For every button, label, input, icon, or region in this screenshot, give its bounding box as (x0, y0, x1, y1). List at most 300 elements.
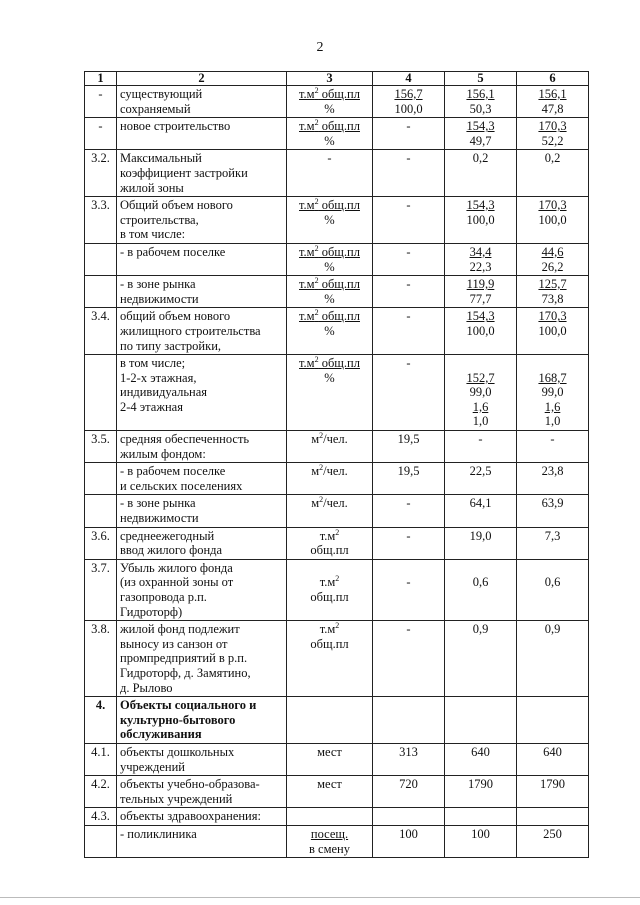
row-number-cell (85, 243, 117, 275)
unit-of-measure-line: % (324, 323, 335, 338)
value-stage-1-line: 154,3 (466, 309, 495, 324)
value-stage-1-line: 0,9 (472, 622, 489, 637)
unit-of-measure-cell (287, 808, 373, 826)
indicator-name-line: Общий объем нового (120, 198, 233, 213)
unit-of-measure-line: общ.пл (310, 636, 349, 651)
value-stage-2-line: 7,3 (544, 528, 561, 543)
value-stage-2-cell (517, 743, 589, 775)
value-stage-1-cell (445, 527, 517, 559)
value-stage-1-line: 100,0 (466, 323, 495, 338)
header-cell: 1 (85, 72, 117, 86)
value-stage-1-line: 154,3 (466, 119, 495, 134)
unit-of-measure-cell (287, 308, 373, 355)
indicator-name-line: (из охранной зоны от (120, 575, 234, 590)
indicator-name-line: коэффициент застройки (120, 165, 248, 180)
indicator-name-cell (117, 276, 287, 308)
value-stage-1-line: 1,6 (472, 399, 489, 414)
value-stage-2-cell (517, 463, 589, 495)
value-existing-line: - (406, 496, 411, 511)
table-row (85, 118, 589, 150)
value-stage-2-line: 168,7 (538, 370, 567, 385)
value-stage-2-line: 73,8 (541, 291, 564, 306)
indicator-name-cell (117, 743, 287, 775)
value-stage-1-cell (445, 118, 517, 150)
value-stage-1-line: 640 (471, 744, 490, 759)
value-existing-cell (373, 118, 445, 150)
value-existing-line: - (406, 277, 411, 292)
indicator-name-line: жилой фонд подлежит (120, 622, 240, 637)
indicator-name-cell (117, 197, 287, 244)
value-stage-2-cell (517, 197, 589, 244)
row-number-cell (85, 559, 117, 620)
unit-of-measure-cell (287, 776, 373, 808)
unit-of-measure-line (290, 561, 369, 576)
indicator-name-cell (117, 808, 287, 826)
value-existing-line: - (406, 575, 411, 590)
unit-of-measure-cell (287, 463, 373, 495)
indicator-name-line: газопровода р.п. (120, 590, 207, 604)
indicator-name-line: объекты дошкольных (120, 744, 235, 759)
value-existing-line: - (406, 119, 411, 134)
value-stage-1-line: - (478, 432, 483, 447)
unit-of-measure-cell (287, 621, 373, 697)
value-existing-cell (373, 621, 445, 697)
value-stage-1-line (448, 356, 513, 371)
indicator-name-line: индивидуальная (120, 385, 208, 400)
row-number-line: 4.2. (91, 777, 110, 792)
indicator-name-line: - в рабочем поселке (120, 244, 226, 259)
indicator-name-line: Объекты социального и (120, 698, 257, 713)
row-number-line (88, 356, 113, 371)
value-existing-line: - (406, 151, 411, 166)
row-number-line (88, 245, 113, 260)
indicator-name-cell (117, 355, 287, 431)
value-stage-2-line: 63,9 (541, 496, 564, 511)
indicator-name-cell (117, 243, 287, 275)
header-cell: 3 (287, 72, 373, 86)
value-stage-1-cell (445, 243, 517, 275)
indicator-name-line: объекты учебно-образова- (120, 777, 260, 792)
table-row (85, 150, 589, 197)
row-number-line (88, 277, 113, 292)
value-stage-2-line: 156,1 (538, 87, 567, 101)
indicator-name-line: общий объем нового (120, 309, 231, 324)
value-stage-1-cell (445, 495, 517, 527)
indicator-name-line: обслуживания (120, 727, 202, 742)
indicator-name-cell (117, 86, 287, 118)
value-stage-2-cell (517, 86, 589, 118)
value-stage-2-line (520, 561, 585, 576)
row-number-line: 4.3. (91, 809, 110, 824)
indicator-name-line: Максимальный (120, 151, 202, 166)
row-number-cell (85, 355, 117, 431)
row-number-cell (85, 463, 117, 495)
unit-of-measure-line: $т.м^2$ общ.пл (299, 197, 360, 213)
indicator-name-cell (117, 697, 287, 744)
value-existing-line: - (406, 309, 411, 324)
unit-of-measure-line: % (324, 212, 335, 227)
row-number-line (88, 827, 113, 842)
value-stage-1-line: 49,7 (469, 133, 492, 148)
value-stage-1-line: 19,0 (469, 528, 492, 543)
unit-of-measure-line: $т.м^2$ (319, 621, 340, 637)
value-stage-2-line: 99,0 (541, 385, 564, 400)
value-existing-cell (373, 825, 445, 857)
unit-of-measure-cell (287, 276, 373, 308)
indicator-name-cell (117, 150, 287, 197)
row-number-cell (85, 743, 117, 775)
row-number-line (88, 496, 113, 511)
unit-of-measure-cell (287, 495, 373, 527)
value-existing-line: 313 (399, 744, 418, 759)
value-existing-cell (373, 86, 445, 118)
unit-of-measure-line: $т.м^2$ общ.пл (299, 308, 360, 324)
value-stage-1-cell (445, 150, 517, 197)
value-existing-cell (373, 527, 445, 559)
unit-of-measure-line: % (324, 101, 335, 116)
value-existing-cell (373, 743, 445, 775)
table-row (85, 355, 589, 431)
indicator-name-cell (117, 527, 287, 559)
indicator-name-line: в том числе; (120, 356, 186, 371)
value-stage-1-cell (445, 463, 517, 495)
unit-of-measure-line: мест (317, 744, 342, 759)
value-stage-2-line: - (550, 432, 555, 447)
row-number-cell (85, 431, 117, 463)
value-existing-cell (373, 495, 445, 527)
value-existing-line (376, 698, 441, 713)
value-stage-2-line: 47,8 (541, 101, 564, 116)
value-existing-cell (373, 355, 445, 431)
value-stage-2-line: 170,3 (538, 198, 567, 213)
row-number-cell (85, 776, 117, 808)
value-existing-cell (373, 463, 445, 495)
unit-of-measure-cell (287, 243, 373, 275)
value-stage-2-line: 0,2 (544, 151, 561, 166)
row-number-line: 3.4. (91, 309, 110, 324)
value-stage-2-cell (517, 776, 589, 808)
table-row (85, 86, 589, 118)
scan-edge-line (0, 897, 640, 898)
value-stage-1-line (448, 698, 513, 713)
table-row (85, 527, 589, 559)
value-stage-1-line: 100,0 (466, 212, 495, 227)
row-number-cell (85, 808, 117, 826)
value-stage-2-cell (517, 697, 589, 744)
indicator-name-line: тельных учреждений (120, 791, 233, 806)
value-stage-1-line: 156,1 (466, 87, 495, 101)
value-stage-1-line: 1,0 (472, 414, 489, 429)
value-stage-2-line: 100,0 (538, 212, 567, 227)
value-stage-1-line: 0,6 (472, 575, 489, 590)
row-number-cell (85, 118, 117, 150)
value-stage-2-line: 23,8 (541, 464, 564, 479)
value-stage-1-cell (445, 825, 517, 857)
value-existing-cell (373, 559, 445, 620)
unit-of-measure-cell (287, 197, 373, 244)
value-stage-2-line: 125,7 (538, 277, 567, 292)
indicator-name-line: новое строительство (120, 119, 231, 134)
unit-of-measure-line: $т.м^2$ общ.пл (299, 275, 360, 292)
value-stage-2-line (520, 809, 585, 824)
value-stage-2-line (520, 356, 585, 371)
value-existing-cell (373, 243, 445, 275)
value-existing-cell (373, 308, 445, 355)
unit-of-measure-cell (287, 86, 373, 118)
value-stage-1-cell (445, 276, 517, 308)
value-stage-1-line: 64,1 (469, 496, 492, 511)
indicator-name-line: 1-2-х этажная, (120, 370, 197, 385)
unit-of-measure-line: $т.м^2$ общ.пл (299, 118, 360, 134)
row-number-line: 3.5. (91, 432, 110, 447)
unit-of-measure-line: посещ. (310, 826, 349, 841)
row-number-cell (85, 197, 117, 244)
table-row (85, 495, 589, 527)
unit-of-measure-line: $м^2$/чел. (311, 430, 348, 447)
value-stage-2-cell (517, 243, 589, 275)
value-existing-cell (373, 431, 445, 463)
value-stage-1-cell (445, 743, 517, 775)
value-existing-cell (373, 197, 445, 244)
table-header-row (85, 72, 589, 86)
unit-of-measure-line (290, 809, 369, 824)
table-row (85, 825, 589, 857)
unit-of-measure-cell (287, 825, 373, 857)
value-stage-2-cell (517, 150, 589, 197)
indicator-name-line: объекты здравоохранения: (120, 809, 261, 824)
unit-of-measure-line: $т.м^2$ (319, 574, 340, 590)
value-stage-1-line: 100 (471, 826, 490, 841)
indicator-name-cell (117, 825, 287, 857)
value-stage-2-line: 52,2 (541, 133, 564, 148)
unit-of-measure-line: % (324, 370, 335, 385)
row-number-line: 3.7. (91, 560, 110, 575)
row-number-line: 4. (95, 698, 106, 713)
row-number-cell (85, 527, 117, 559)
table-row (85, 776, 589, 808)
unit-of-measure-line (290, 698, 369, 713)
value-stage-1-cell (445, 86, 517, 118)
value-stage-1-cell (445, 308, 517, 355)
indicator-name-line: Гидроторф, д. Замятино, (120, 665, 251, 680)
table-row (85, 276, 589, 308)
unit-of-measure-cell (287, 150, 373, 197)
indicator-name-line: выносу из санзон от (120, 636, 228, 651)
indicator-name-line: промпредприятий в р.п. (120, 651, 248, 666)
indicator-name-line: и сельских поселениях (120, 478, 243, 493)
header-cell: 6 (517, 72, 589, 86)
row-number-cell (85, 621, 117, 697)
indicator-name-cell (117, 621, 287, 697)
value-stage-1-line: 154,3 (466, 198, 495, 213)
value-stage-2-cell (517, 276, 589, 308)
indicator-name-line: строительства, (120, 212, 199, 227)
indicators-table (84, 71, 589, 858)
value-stage-1-line: 50,3 (469, 101, 492, 116)
row-number-line: 3.8. (91, 622, 110, 637)
value-stage-2-cell (517, 355, 589, 431)
row-number-cell (85, 150, 117, 197)
row-number-line: 4.1. (91, 744, 110, 759)
table-row (85, 431, 589, 463)
value-stage-2-cell (517, 431, 589, 463)
value-stage-2-line: 0,9 (544, 622, 561, 637)
header-cell: 2 (117, 72, 287, 86)
value-existing-cell (373, 808, 445, 826)
value-stage-2-cell (517, 118, 589, 150)
value-stage-2-line: 170,3 (538, 119, 567, 134)
indicator-name-line: ввод жилого фонда (120, 543, 223, 558)
unit-of-measure-line: $т.м^2$ (319, 527, 340, 543)
unit-of-measure-line: общ.пл (310, 543, 349, 558)
row-number-cell (85, 697, 117, 744)
unit-of-measure-line: % (324, 259, 335, 274)
value-stage-2-cell (517, 621, 589, 697)
value-stage-2-line: 1790 (540, 777, 565, 792)
value-stage-1-cell (445, 355, 517, 431)
page-number: 2 (316, 40, 324, 55)
row-number-cell (85, 276, 117, 308)
value-stage-2-line: 26,2 (541, 259, 564, 274)
value-existing-line: - (406, 356, 411, 371)
value-stage-2-line: 44,6 (541, 244, 564, 259)
unit-of-measure-line: в смену (309, 841, 350, 856)
indicator-name-line: Убыль жилого фонда (120, 560, 233, 575)
indicator-name-line: среднеежегодный (120, 528, 215, 543)
unit-of-measure-line: % (324, 291, 335, 306)
value-stage-1-cell (445, 697, 517, 744)
unit-of-measure-cell (287, 559, 373, 620)
value-existing-cell (373, 776, 445, 808)
value-stage-2-line: 170,3 (538, 309, 567, 324)
table-row (85, 697, 589, 744)
value-stage-1-line (448, 561, 513, 576)
table-row (85, 308, 589, 355)
unit-of-measure-line: $т.м^2$ общ.пл (299, 85, 360, 101)
unit-of-measure-cell (287, 743, 373, 775)
table-body (85, 86, 589, 858)
row-number-line (88, 464, 113, 479)
value-stage-2-cell (517, 495, 589, 527)
value-stage-1-cell (445, 431, 517, 463)
indicator-name-cell (117, 495, 287, 527)
indicator-name-line: сохраняемый (120, 101, 191, 116)
row-number-cell (85, 86, 117, 118)
indicator-name-line: в том числе: (120, 227, 186, 242)
indicator-name-cell (117, 308, 287, 355)
indicator-name-cell (117, 118, 287, 150)
value-stage-2-line (520, 698, 585, 713)
indicator-name-line: недвижимости (120, 511, 199, 526)
table-row (85, 808, 589, 826)
row-number-line: 3.3. (91, 198, 110, 213)
unit-of-measure-cell (287, 355, 373, 431)
indicator-name-line: - в зоне рынка (120, 496, 196, 511)
value-existing-line: - (406, 528, 411, 543)
value-existing-line (376, 561, 441, 576)
value-stage-2-cell (517, 559, 589, 620)
indicator-name-line: недвижимости (120, 291, 199, 306)
value-stage-2-line: 0,6 (544, 575, 561, 590)
indicator-name-line: средняя обеспеченность (120, 432, 250, 447)
value-stage-1-line: 99,0 (469, 385, 492, 400)
value-stage-1-line: 77,7 (469, 291, 492, 306)
value-stage-2-line: 100,0 (538, 323, 567, 338)
value-stage-1-line: 34,4 (469, 244, 492, 259)
row-number-cell (85, 825, 117, 857)
value-existing-cell (373, 150, 445, 197)
value-existing-line: 19,5 (397, 432, 420, 447)
value-stage-2-line: 640 (543, 744, 562, 759)
indicator-name-line: Гидроторф) (120, 604, 183, 619)
indicator-name-line: жилой зоны (120, 180, 184, 195)
table-row (85, 559, 589, 620)
indicator-name-line: жилищного строительства (120, 323, 261, 338)
value-stage-2-line: 1,6 (544, 399, 561, 414)
indicator-name-cell (117, 559, 287, 620)
unit-of-measure-line: $м^2$/чел. (311, 463, 348, 479)
row-number-line: 3.6. (91, 528, 110, 543)
value-existing-line: 156,7 (394, 87, 423, 101)
value-stage-1-line: 1790 (468, 777, 493, 792)
unit-of-measure-line: общ.пл (310, 590, 349, 604)
indicator-name-line: существующий (120, 87, 203, 101)
header-cell: 4 (373, 72, 445, 86)
row-number-cell (85, 495, 117, 527)
indicator-name-cell (117, 463, 287, 495)
table-row (85, 243, 589, 275)
value-existing-line: 19,5 (397, 464, 420, 479)
unit-of-measure-line: $т.м^2$ общ.пл (299, 243, 360, 259)
value-stage-1-line: 119,9 (466, 277, 495, 292)
value-existing-line: 720 (399, 777, 418, 792)
indicator-name-line: 2-4 этажная (120, 399, 183, 414)
indicator-name-line: по типу застройки, (120, 338, 222, 353)
value-stage-1-cell (445, 621, 517, 697)
value-stage-1-cell (445, 559, 517, 620)
value-stage-2-cell (517, 527, 589, 559)
value-stage-2-cell (517, 308, 589, 355)
unit-of-measure-cell (287, 697, 373, 744)
value-existing-line: - (406, 244, 411, 259)
row-number-line: - (98, 119, 103, 134)
value-stage-1-line: 152,7 (466, 370, 495, 385)
value-stage-1-line: 22,5 (469, 464, 492, 479)
indicator-name-line: учреждений (120, 759, 185, 774)
value-stage-2-cell (517, 825, 589, 857)
value-existing-line: 100,0 (394, 101, 423, 116)
value-existing-line: - (406, 198, 411, 213)
value-existing-cell (373, 276, 445, 308)
indicator-name-line: - в рабочем поселке (120, 464, 226, 479)
unit-of-measure-line: % (324, 133, 335, 148)
unit-of-measure-cell (287, 431, 373, 463)
row-number-cell (85, 308, 117, 355)
value-existing-line: - (406, 622, 411, 637)
unit-of-measure-line: $м^2$/чел. (311, 495, 348, 511)
table-row (85, 463, 589, 495)
indicator-name-line: культурно-бытового (120, 712, 236, 727)
indicator-name-cell (117, 776, 287, 808)
table-row (85, 743, 589, 775)
table-row (85, 621, 589, 697)
unit-of-measure-line: мест (317, 777, 342, 792)
indicator-name-cell (117, 431, 287, 463)
value-existing-cell (373, 697, 445, 744)
unit-of-measure-line: - (327, 151, 332, 166)
value-stage-1-cell (445, 808, 517, 826)
value-stage-1-line: 0,2 (472, 151, 489, 166)
